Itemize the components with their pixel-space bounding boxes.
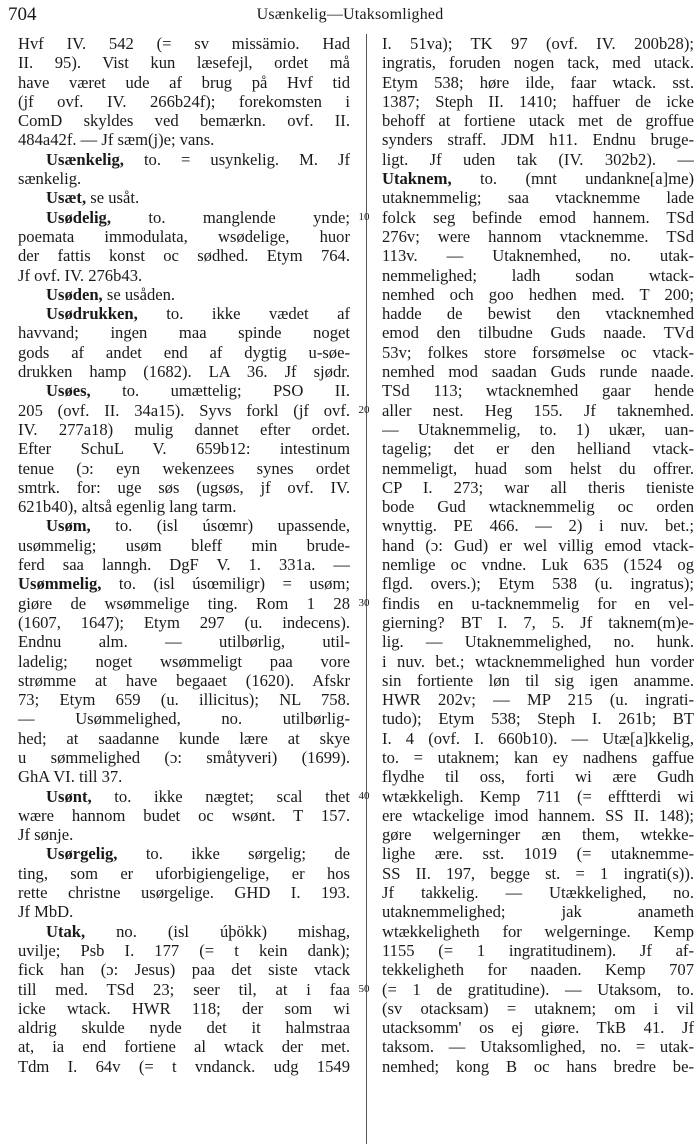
line-text: Jf ovf. IV. 276b43. xyxy=(18,265,143,285)
text-line xyxy=(382,960,694,979)
text-line xyxy=(382,285,694,304)
line-text: i nuv. bet.; wtacknemmelighed hun vorder xyxy=(382,651,694,671)
text-line xyxy=(18,825,350,844)
line-text: to. ikke sørgelig; de xyxy=(117,844,350,864)
line-text: lighe ære. sst. 1019 (= utaknemme- xyxy=(382,844,694,864)
line-text: der fattis konst oc sødhed. Etym 764. xyxy=(18,246,350,266)
text-line xyxy=(382,169,694,188)
text-line xyxy=(18,922,350,941)
text-line xyxy=(382,844,694,863)
text-line xyxy=(382,632,694,651)
line-text: gierning? BT I. 7, 5. Jf taknem(m)e- xyxy=(382,612,694,632)
text-line xyxy=(18,439,350,458)
margin-line-number: 40 xyxy=(358,789,370,802)
line-text: TSd 113; wtacknemhed gaar hende xyxy=(382,381,694,401)
text-line xyxy=(18,362,350,381)
text-line xyxy=(382,729,694,748)
line-text: to. = utaknem; kan ey nadhens gaffue xyxy=(382,747,694,767)
text-line xyxy=(18,748,350,767)
text-line xyxy=(382,787,694,806)
text-line xyxy=(382,92,694,111)
text-line xyxy=(18,150,350,169)
line-text: to. manglende ynde; xyxy=(111,207,350,227)
line-text: se usåt. xyxy=(86,188,140,208)
line-text: 205 (ovf. II. 34a15). Syvs forkl (jf ovf. xyxy=(18,400,350,420)
running-head: Usænkelig—Utaksomlighed xyxy=(256,6,444,23)
text-line xyxy=(18,1057,350,1076)
text-line xyxy=(18,266,350,285)
line-text: utaknemmelighed; jak anameth xyxy=(382,902,694,922)
line-text: rette christne usørgelige. GHD I. 193. xyxy=(18,883,350,903)
text-line xyxy=(18,787,350,806)
margin-line-number: 20 xyxy=(358,403,370,416)
line-text: flydhe til oss, forti wi ære Gudh xyxy=(382,767,694,787)
line-text: wtækkeligh. Kemp 711 (= efftterdi wi xyxy=(382,786,694,806)
line-text: (= 1 de gratitudine). — Utaksom, to. xyxy=(382,979,694,999)
line-text: hed; at saadanne kunde lære at skye xyxy=(18,728,350,748)
text-line xyxy=(382,883,694,902)
margin-line-number: 30 xyxy=(358,596,370,609)
headword: Usøm, xyxy=(46,516,91,536)
line-text: ingratis, foruden nogen tack, med utack. xyxy=(382,53,694,73)
text-line xyxy=(382,150,694,169)
text-line xyxy=(382,323,694,342)
text-line xyxy=(382,709,694,728)
text-line xyxy=(18,671,350,690)
headword: Utak, xyxy=(46,921,86,941)
text-line xyxy=(18,323,350,342)
line-text: strømme at have begaaet (1620). Afskr xyxy=(18,670,350,690)
line-text: drukken hamp (1682). LA 36. Jf sjødr. xyxy=(18,362,350,382)
text-line xyxy=(18,188,350,207)
text-line xyxy=(382,401,694,420)
line-text: gøre welgerninger æn them, wtekke- xyxy=(382,825,694,845)
line-text: nemhed; kong B oc hans bredre be- xyxy=(382,1056,694,1076)
text-line xyxy=(382,767,694,786)
headword: Usænkelig, xyxy=(46,149,124,169)
text-line xyxy=(382,825,694,844)
text-line xyxy=(382,362,694,381)
text-line xyxy=(382,73,694,92)
line-text: smtrk. for: uge søs (ugsøs, jf ovf. IV. xyxy=(18,477,350,497)
text-line xyxy=(18,516,350,535)
line-text: u sømmelighed (ɔ: småtyveri) (1699). xyxy=(18,747,350,767)
text-line xyxy=(382,574,694,593)
line-text: CP I. 273; war all theris tieniste xyxy=(382,477,694,497)
text-line xyxy=(382,1018,694,1037)
line-text: — Usømmelighed, no. utilbørlig- xyxy=(18,709,350,729)
line-text: tagelig; det er den helliand vtack- xyxy=(382,439,694,459)
line-text: ladelig; noget wsømmeligt paa vore xyxy=(18,651,350,671)
headword: Usømmelig, xyxy=(18,574,102,594)
line-text: Jf sønje. xyxy=(18,825,74,845)
headword: Usøes, xyxy=(46,381,91,401)
line-text: (jf ovf. IV. 266b24f); forekomsten i xyxy=(18,91,350,111)
text-line xyxy=(18,883,350,902)
text-line xyxy=(18,902,350,921)
line-text: emod den tilbudne Guds naade. TVd xyxy=(382,323,694,343)
line-text: nemhed och goo hedhen med. T 200; xyxy=(382,284,694,304)
line-text: usømmelig; usøm bleff min brude- xyxy=(18,535,350,555)
text-line xyxy=(382,459,694,478)
line-text: ting, som er uforbigiengelige, er hos xyxy=(18,863,350,883)
text-line xyxy=(382,343,694,362)
text-line xyxy=(382,806,694,825)
text-line xyxy=(18,613,350,632)
line-text: se usåden. xyxy=(102,284,176,304)
text-line xyxy=(18,960,350,979)
line-text: uvilje; Psb I. 177 (= t kein dank); xyxy=(18,940,350,960)
text-line xyxy=(18,401,350,420)
text-line xyxy=(18,34,350,53)
line-text: nemhed mod saadan Guds runde naade. xyxy=(382,362,694,382)
text-line xyxy=(382,34,694,53)
line-text: havvand; ingen maa spinde noget xyxy=(18,323,350,343)
text-line xyxy=(18,130,350,149)
line-text: Hvf IV. 542 (= sv missämio. Had xyxy=(18,34,350,53)
text-line xyxy=(18,536,350,555)
line-text: 1155 (= 1 ingratitudinem). Jf af- xyxy=(382,940,694,960)
line-text: ere wtackelige imod hannem. SS II. 148); xyxy=(382,805,694,825)
line-text: Jf MbD. xyxy=(18,902,74,922)
line-text: HWR 202v; — MP 215 (u. ingrati- xyxy=(382,690,694,710)
line-text: aller nest. Heg 155. Jf taknemhed. xyxy=(382,400,694,420)
text-line xyxy=(382,1037,694,1056)
line-text: giøre de wsømmelige ting. Rom 1 28 xyxy=(18,593,350,613)
line-text: wtækkeligheth for welgerninge. Kemp xyxy=(382,921,694,941)
line-text: sin fortiente løn til sig igen anamme. xyxy=(382,670,694,690)
text-line xyxy=(382,130,694,149)
line-text: to. (isl úsœmr) upassende, xyxy=(90,516,350,536)
text-line xyxy=(18,1037,350,1056)
text-line xyxy=(382,439,694,458)
text-line xyxy=(382,922,694,941)
line-text: Etym 538; høre ilde, faar wtack. sst. xyxy=(382,72,694,92)
line-text: 276v; were hannom vtacknemme. TSd xyxy=(382,226,694,246)
line-text: till med. TSd 23; seer til, at i faa xyxy=(18,979,350,999)
text-line xyxy=(18,999,350,1018)
line-text: tudo); Etym 538; Steph I. 261b; BT xyxy=(382,709,694,729)
text-line xyxy=(382,227,694,246)
margin-line-number: 10 xyxy=(358,210,370,223)
text-line xyxy=(18,111,350,130)
text-line xyxy=(18,806,350,825)
text-line xyxy=(382,555,694,574)
line-text: tekkeligheth for naaden. Kemp 707 xyxy=(382,960,694,980)
line-text: fick han (ɔ: Jesus) paa det siste vtack xyxy=(18,960,350,980)
line-text: — Utaknemmelig, to. 1) ukær, uan- xyxy=(382,419,694,439)
text-line xyxy=(18,574,350,593)
text-line xyxy=(18,459,350,478)
text-line xyxy=(18,246,350,265)
line-text: 484a42f. — Jf sæm(j)e; vans. xyxy=(18,130,215,150)
text-line xyxy=(18,1018,350,1037)
line-text: tenue (ɔ: eyn wekenzees synes ordet xyxy=(18,458,350,478)
text-line xyxy=(382,980,694,999)
text-line xyxy=(382,690,694,709)
line-text: 113v. — Utaknemhed, no. utak- xyxy=(382,246,694,266)
line-text: poemata immodulata, wsødelige, huor xyxy=(18,226,350,246)
line-text: aldrig skulde nyde det it halmstraa xyxy=(18,1018,350,1038)
line-text: gods af andet end af dygtig u-søe- xyxy=(18,342,350,362)
text-line xyxy=(382,304,694,323)
line-text: 621b40), altså egenlig lang tarm. xyxy=(18,497,237,517)
text-line xyxy=(18,690,350,709)
text-line xyxy=(18,285,350,304)
line-text: bode Gud wtacknemmelig oc orden xyxy=(382,497,694,517)
line-text: findis en u-tacknemmelig for en vel- xyxy=(382,593,694,613)
headword: Usødrukken, xyxy=(46,304,138,324)
text-line xyxy=(18,497,350,516)
page-header xyxy=(8,4,692,30)
text-line xyxy=(382,864,694,883)
text-line xyxy=(382,536,694,555)
line-text: Endnu alm. — utilbørlig, util- xyxy=(18,632,350,652)
headword: Utaknem, xyxy=(382,169,452,189)
text-line xyxy=(18,381,350,400)
line-text: utacksomm' os ej giøre. TkB 41. Jf xyxy=(382,1018,694,1038)
line-text: hadde de bewist den vtacknemhed xyxy=(382,304,694,324)
margin-line-number: 50 xyxy=(358,982,370,995)
text-line xyxy=(18,420,350,439)
headword: Usødelig, xyxy=(46,207,111,227)
text-line xyxy=(382,111,694,130)
text-line xyxy=(382,671,694,690)
line-text: to. umættelig; PSO II. xyxy=(90,381,350,401)
text-line xyxy=(18,652,350,671)
column-divider xyxy=(366,34,367,1144)
text-line xyxy=(18,227,350,246)
right-column xyxy=(382,34,694,1076)
line-text: no. (isl úþökk) mishag, xyxy=(85,921,350,941)
line-text: to. ikke vædet af xyxy=(137,304,350,324)
headword: Usæt, xyxy=(46,188,87,208)
line-text: (1607, 1647); Etym 297 (u. indecens). xyxy=(18,612,350,632)
text-line xyxy=(18,92,350,111)
line-text: 73; Etym 659 (u. illicitus); NL 758. xyxy=(18,690,350,710)
page-number: 704 xyxy=(8,4,37,25)
text-line xyxy=(18,594,350,613)
line-text: Efter SchuL V. 659b12: intestinum xyxy=(18,439,350,459)
text-line xyxy=(382,478,694,497)
line-text: wnyttig. PE 466. — 2) i nuv. bet.; xyxy=(382,516,694,536)
text-line xyxy=(382,516,694,535)
left-column xyxy=(18,34,350,1076)
line-text: lig. — Utaknemmelighed, no. hunk. xyxy=(382,632,694,652)
text-line xyxy=(382,613,694,632)
line-text: folck seg befinde emod hannem. TSd xyxy=(382,207,694,227)
line-text: sænkelig. xyxy=(18,169,82,189)
line-text: taksom. — Utaksomlighed, no. = utak- xyxy=(382,1037,694,1057)
line-text: I. 51va); TK 97 (ovf. IV. 200b28); xyxy=(382,34,694,53)
line-text: nemlige oc vndne. Luk 635 (1524 og xyxy=(382,555,694,575)
line-text: icke wtack. HWR 118; der som wi xyxy=(18,998,350,1018)
text-line xyxy=(18,941,350,960)
text-line xyxy=(18,709,350,728)
text-line xyxy=(18,632,350,651)
headword: Usønt, xyxy=(46,786,92,806)
text-line xyxy=(382,594,694,613)
line-text: ligt. Jf uden tak (IV. 302b2). — xyxy=(382,149,694,169)
text-line xyxy=(18,980,350,999)
text-line xyxy=(382,652,694,671)
text-line xyxy=(18,304,350,323)
text-line xyxy=(382,246,694,265)
text-line xyxy=(382,188,694,207)
text-line xyxy=(18,844,350,863)
line-text: ferd saa lanngh. DgF V. 1. 331a. — xyxy=(18,555,350,575)
line-text: to. (mnt undankne[a]me) xyxy=(451,169,694,189)
headword: Usøden, xyxy=(46,284,103,304)
text-line xyxy=(18,478,350,497)
headword: Usørgelig, xyxy=(46,844,118,864)
text-line xyxy=(18,53,350,72)
line-text: utaknemmelig; saa vtacknemme lade xyxy=(382,188,694,208)
line-text: behoff at fortiene utack met de groffue xyxy=(382,111,694,131)
text-line xyxy=(18,864,350,883)
line-text: synders straff. JDM h11. Endnu bruge- xyxy=(382,130,694,150)
line-text: 1387; Steph II. 1410; haffuer de icke xyxy=(382,91,694,111)
text-line xyxy=(18,208,350,227)
line-text: I. 4 (ovf. I. 660b10). — Utæ[a]kkelig, xyxy=(382,728,694,748)
text-line xyxy=(382,902,694,921)
text-line xyxy=(382,266,694,285)
line-text: hand (ɔ: Gud) er wel villig emod vtack- xyxy=(382,535,694,555)
text-line xyxy=(382,497,694,516)
text-line xyxy=(18,73,350,92)
text-line xyxy=(18,343,350,362)
text-line xyxy=(382,53,694,72)
line-text: GhA VI. till 37. xyxy=(18,767,123,787)
line-text: II. 95). Vist kun læsefejl, ordet må xyxy=(18,53,350,73)
text-line xyxy=(382,1057,694,1076)
line-text: wære hannom budet oc wsønt. T 157. xyxy=(18,805,350,825)
line-text: nemmeligt, huad som helst du offrer. xyxy=(382,458,694,478)
text-line xyxy=(18,555,350,574)
line-text: Jf takkelig. — Utækkelighed, no. xyxy=(382,883,694,903)
line-text: nemmelighed; ladh sodan wtack- xyxy=(382,265,694,285)
line-text: to. (isl úsœmiligr) = usøm; xyxy=(101,574,350,594)
text-line xyxy=(382,941,694,960)
text-line xyxy=(18,169,350,188)
text-line xyxy=(382,208,694,227)
text-line xyxy=(18,767,350,786)
line-text: 53v; folkes store forsømelse oc vtack- xyxy=(382,342,694,362)
line-text: SS II. 197, begge st. = 1 ingrati(s)). xyxy=(382,863,694,883)
line-text: at, ia end fortiene al wtack der met. xyxy=(18,1037,350,1057)
text-line xyxy=(18,729,350,748)
line-text: (sv otacksam) = utaknem; om i vil xyxy=(382,998,694,1018)
line-text: flgd. overs.); Etym 538 (u. ingratus); xyxy=(382,574,694,594)
text-line xyxy=(382,420,694,439)
line-text: to. ikke nægtet; scal thet xyxy=(91,786,350,806)
line-text: to. = usynkelig. M. Jf xyxy=(123,149,350,169)
text-line xyxy=(382,748,694,767)
line-text: Tdm I. 64v (= t vndanck. udg 1549 xyxy=(18,1056,350,1076)
line-text: IV. 277a18) mulig dannet efter ordet. xyxy=(18,419,350,439)
line-text: have været ude af brug på Hvf tid xyxy=(18,72,350,92)
text-line xyxy=(382,381,694,400)
line-text: ComD skyldes ved bemærkn. ovf. II. xyxy=(18,111,350,131)
text-line xyxy=(382,999,694,1018)
